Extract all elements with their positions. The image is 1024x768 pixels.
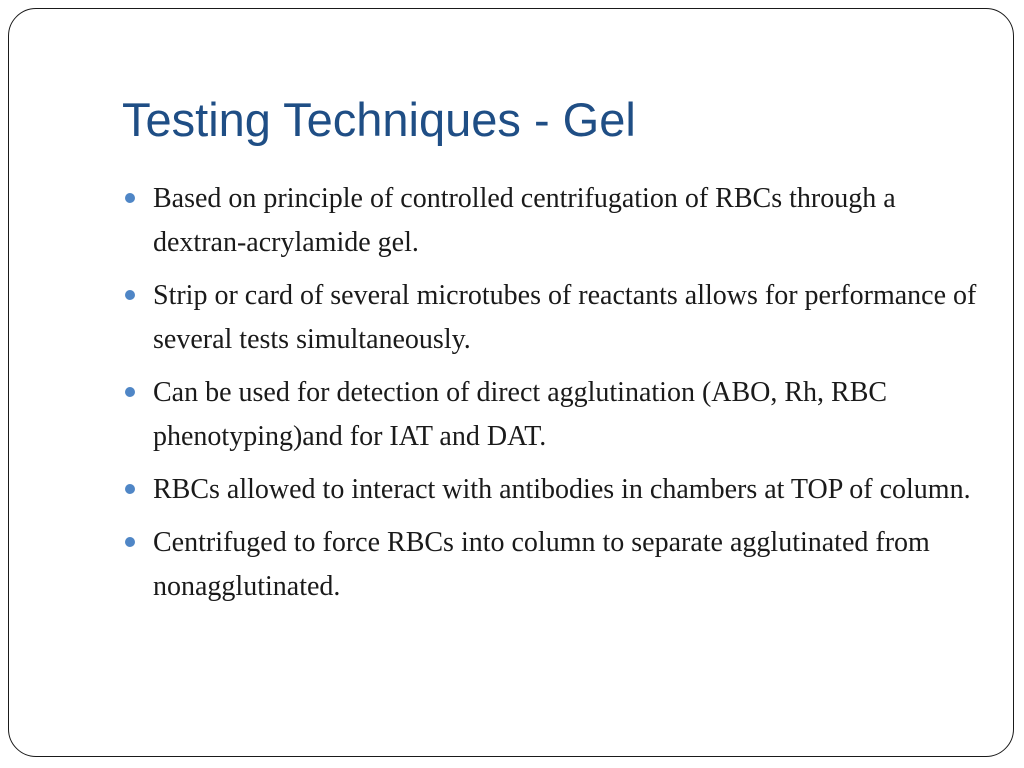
bullet-dot-icon [125, 193, 135, 203]
bullet-text: Based on principle of controlled centrifugation of RBCs through a dextran-acrylamide gel. [153, 183, 896, 258]
bullet-item [121, 274, 981, 362]
bullet-item [121, 521, 981, 609]
slide-frame [8, 8, 1014, 757]
bullet-item [121, 468, 981, 512]
bullet-dot-icon [125, 484, 135, 494]
bullet-item [121, 177, 981, 265]
slide-title: Testing Techniques - Gel [122, 93, 636, 146]
bullet-dot-icon [125, 387, 135, 397]
bullet-text: Strip or card of several microtubes of reactants allows for performance of several tests simultaneously. [153, 280, 977, 355]
bullet-text: Can be used for detection of direct agglutination (ABO, Rh, RBC phenotyping)and for IAT and DAT. [153, 377, 888, 452]
bullet-text: RBCs allowed to interact with antibodies in chambers at TOP of column. [153, 474, 971, 505]
bullet-text: Centrifuged to force RBCs into column to separate agglutinated from nonagglutinated. [153, 527, 930, 602]
bullet-list [121, 177, 981, 618]
bullet-dot-icon [125, 537, 135, 547]
bullet-item [121, 371, 981, 459]
bullet-dot-icon [125, 290, 135, 300]
